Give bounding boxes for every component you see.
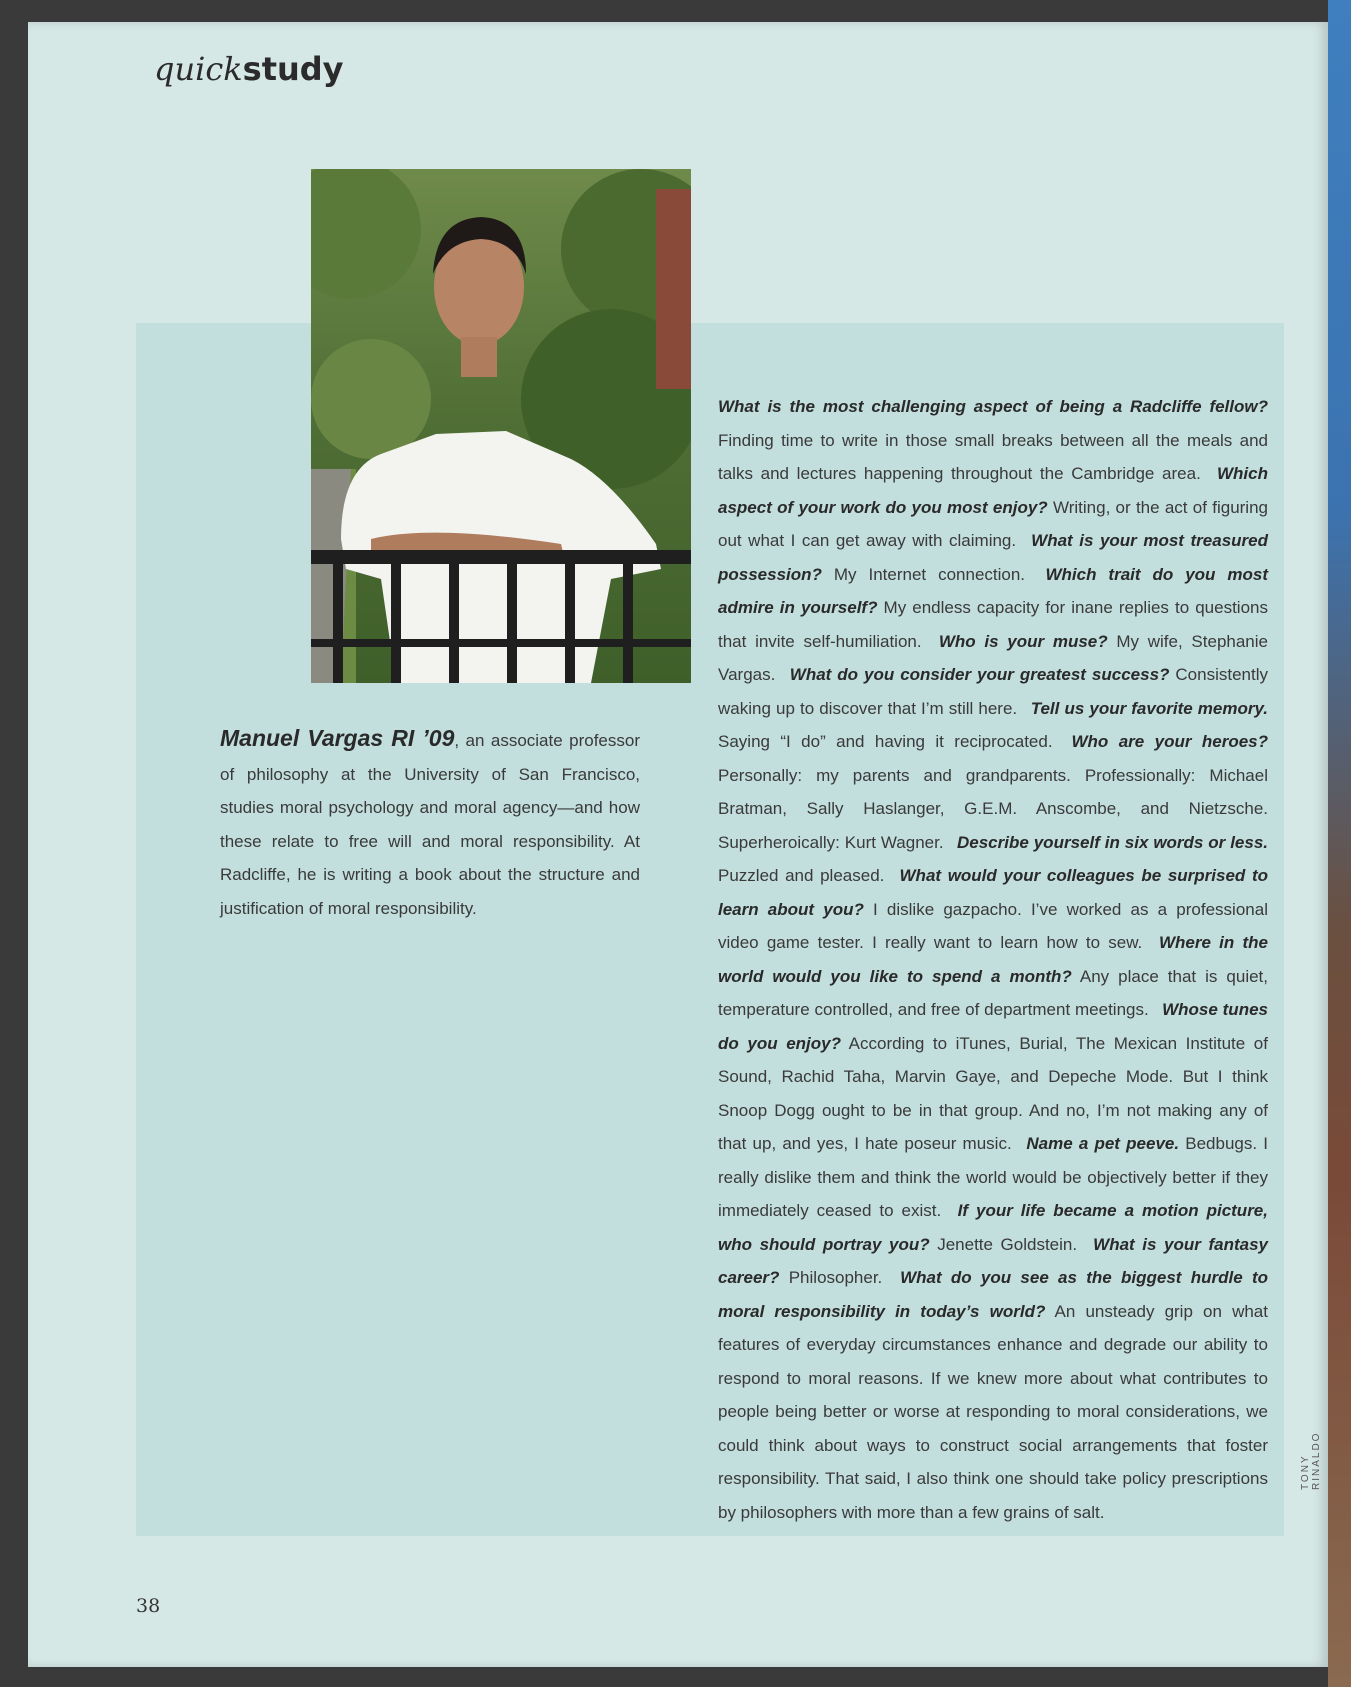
qa-question: Where in the world would you like to spend a month? <box>718 933 1268 986</box>
qa-answer: An unsteady grip on what features of everyday circumstances enhance and degrade our ability to respond to moral reasons. If we knew more about what contributes to people being better or worse at responding to moral considerations, we could think about ways to construct social arrangements that foster responsibility. That said, I also think one should take policy prescriptions by philosophers with more than a few grains of salt. <box>718 1301 1268 1522</box>
qa-question: What is the most challenging aspect of being a Radcliffe fellow? <box>718 397 1268 416</box>
qa-question: What do you see as the biggest hurdle to moral responsibility in today’s world? <box>718 1268 1268 1321</box>
qa-answer: Personally: my parents and grandparents. Professionally: Michael Bratman, Sally Haslanger, G.E.M. Anscombe, and Nietzsche. Superheroically: Kurt Wagner. <box>718 765 1268 852</box>
qa-question: Which trait do you most admire in yourself? <box>718 564 1268 617</box>
header-quick: quick <box>154 50 243 88</box>
qa-question: If your life became a motion picture, who should portray you? <box>718 1201 1268 1254</box>
qa-answer: My wife, Stephanie Vargas. <box>718 631 1268 684</box>
section-header <box>154 50 344 88</box>
header-study: study <box>242 50 344 88</box>
qa-question: Who is your muse? <box>938 631 1108 651</box>
adjacent-page-edge <box>1328 0 1351 1687</box>
qa-answer: My endless capacity for inane replies to questions that invite self-humiliation. <box>718 598 1268 651</box>
qa-answer: Saying “I do” and having it reciprocated. <box>718 732 1053 751</box>
qa-question: Which aspect of your work do you most enjoy? <box>718 464 1268 517</box>
portrait-illustration <box>311 169 691 683</box>
qa-question: Tell us your favorite memory. <box>1030 698 1268 718</box>
qa-column <box>718 390 1268 1529</box>
qa-answer: According to iTunes, Burial, The Mexican Institute of Sound, Rachid Taha, Marvin Gaye, and Depeche Mode. But I think Snoop Dogg ought to be in that group. And no, I’m not making any of that up, and yes, I hate poseur music. <box>718 1033 1268 1153</box>
photo-credit: TONY RINALDO <box>1300 1431 1322 1490</box>
qa-question: What is your fantasy career? <box>718 1234 1268 1287</box>
qa-question: Who are your heroes? <box>1071 732 1268 751</box>
qa-answer: Consistently waking up to discover that I’m still here. <box>718 665 1268 718</box>
qa-answer: Puzzled and pleased. <box>718 866 885 885</box>
qa-question: What is your most treasured possession? <box>718 531 1268 584</box>
qa-answer: Writing, or the act of figuring out what I can get away with claiming. <box>718 497 1268 550</box>
qa-answer: Finding time to write in those small breaks between all the meals and talks and lectures happening throughout the Cambridge area. <box>718 430 1268 483</box>
qa-question: What would your colleagues be surprised to learn about you? <box>718 866 1268 919</box>
portrait-photo <box>311 169 691 683</box>
bio-paragraph <box>220 722 640 925</box>
qa-answer: Bedbugs. I really dislike them and think the world would be objectively better if they immediately ceased to exist. <box>718 1134 1268 1220</box>
page-number: 38 <box>136 1595 161 1617</box>
qa-question: Describe yourself in six words or less. <box>957 832 1269 852</box>
qa-answer: Philosopher. <box>788 1268 883 1287</box>
qa-answer: My Internet connection. <box>833 564 1026 584</box>
qa-answer: Jenette Goldstein. <box>937 1234 1078 1254</box>
bio-name: Manuel Vargas RI ’09 <box>220 725 455 751</box>
qa-answer: Any place that is quiet, temperature controlled, and free of department meetings. <box>718 966 1269 1019</box>
qa-answer: I dislike gazpacho. I’ve worked as a professional video game tester. I really want to learn how to sew. <box>718 899 1268 952</box>
qa-question: What do you consider your greatest success? <box>789 665 1170 684</box>
qa-question: Whose tunes do you enjoy? <box>718 1000 1268 1053</box>
qa-question: Name a pet peeve. <box>1026 1134 1180 1153</box>
bio-text: , an associate professor of philosophy at the University of San Francisco, studies moral psychology and moral agency—and how these relate to free will and moral responsibility. At Radcliffe, he is writing a book about the structure and justification of moral responsibility. <box>220 731 640 918</box>
